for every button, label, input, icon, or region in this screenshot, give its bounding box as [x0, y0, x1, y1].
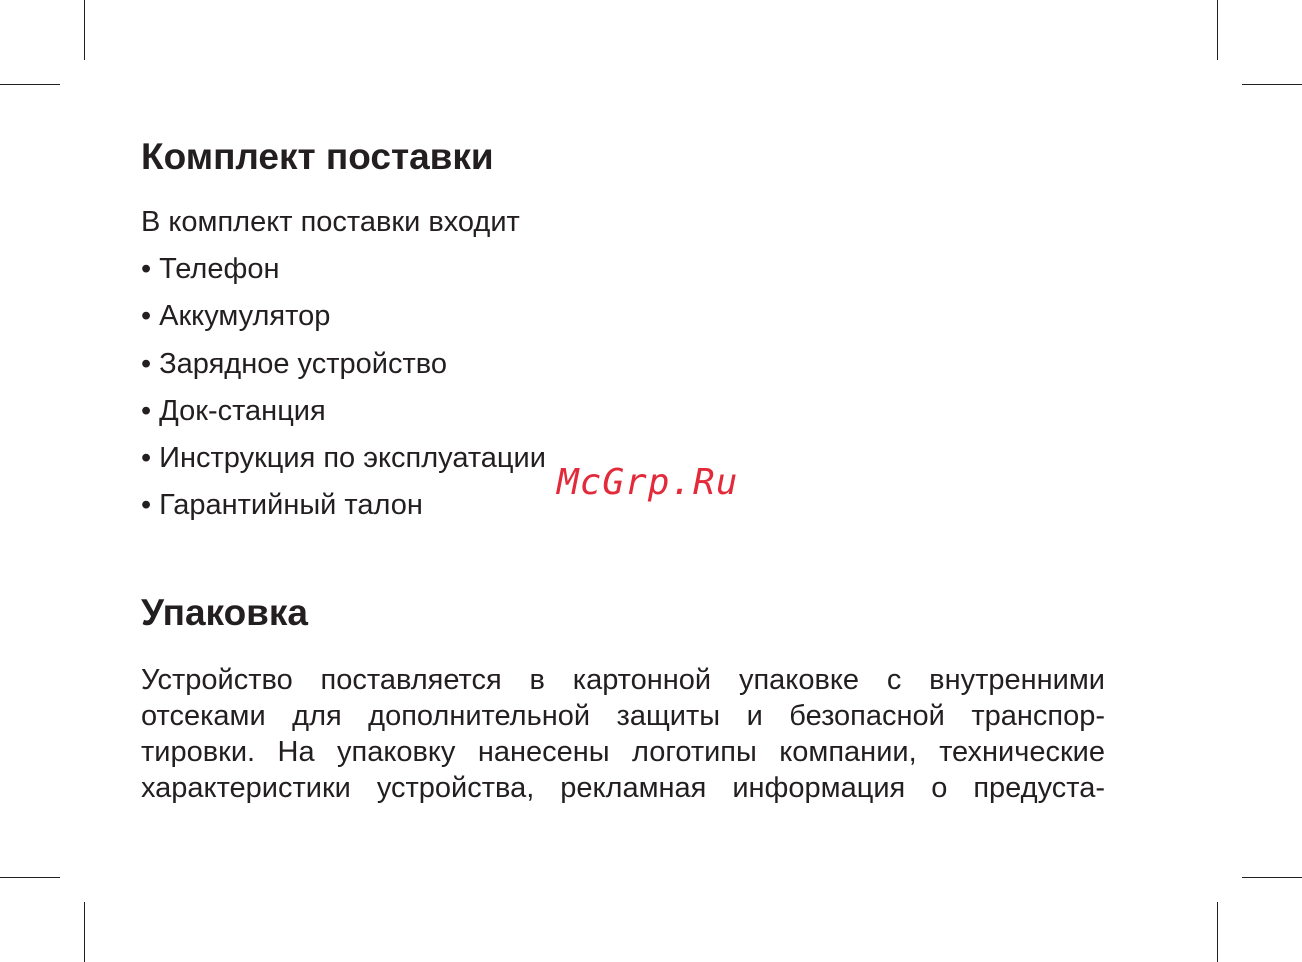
- section-heading-package-contents: Комплект поставки: [141, 136, 494, 177]
- crop-mark-bottom-left-horizontal: [0, 877, 60, 878]
- bullet: •: [141, 347, 152, 380]
- bullet: •: [141, 253, 152, 285]
- crop-mark-bottom-left-vertical: [84, 902, 85, 962]
- list-item-text: Инструкция по эксплуатации: [159, 442, 546, 475]
- list-item: [141, 347, 546, 394]
- crop-mark-top-left-vertical: [84, 0, 85, 60]
- paragraph-line: отсеками для дополнительной защиты и безопасной транспор-: [141, 700, 1105, 732]
- crop-mark-top-right-horizontal: [1242, 84, 1302, 85]
- bullet: •: [141, 442, 152, 475]
- list-item-text: Док-станция: [159, 394, 326, 427]
- list-item-text: Зарядное устройство: [159, 347, 447, 380]
- packaging-paragraph: [141, 662, 1105, 806]
- list-item: [141, 488, 546, 535]
- list-item: [141, 394, 546, 441]
- list-item: [141, 441, 546, 488]
- bullet: •: [141, 489, 152, 522]
- crop-mark-top-left-horizontal: [0, 84, 60, 85]
- list-item-text: Телефон: [159, 253, 280, 285]
- paragraph-line: тировки. На упаковку нанесены логотипы компании, технические: [141, 736, 1105, 768]
- list-item-text: Аккумулятор: [159, 300, 331, 333]
- section-heading-packaging: Упаковка: [141, 592, 309, 633]
- paragraph-line: характеристики устройства, рекламная информация о предуста-: [141, 772, 1105, 804]
- watermark: McGrp.Ru: [557, 462, 739, 503]
- list-item: [141, 299, 546, 346]
- list-item-text: Гарантийный талон: [159, 489, 423, 522]
- list-item: [141, 252, 546, 299]
- package-contents-list: [141, 252, 546, 536]
- paragraph-line: Устройство поставляется в картонной упаковке с внутренними: [141, 664, 1105, 696]
- package-contents-intro: В комплект поставки входит: [141, 206, 520, 238]
- crop-mark-bottom-right-horizontal: [1242, 877, 1302, 878]
- bullet: •: [141, 394, 152, 427]
- bullet: •: [141, 300, 152, 333]
- crop-mark-top-right-vertical: [1217, 0, 1218, 60]
- crop-mark-bottom-right-vertical: [1217, 902, 1218, 962]
